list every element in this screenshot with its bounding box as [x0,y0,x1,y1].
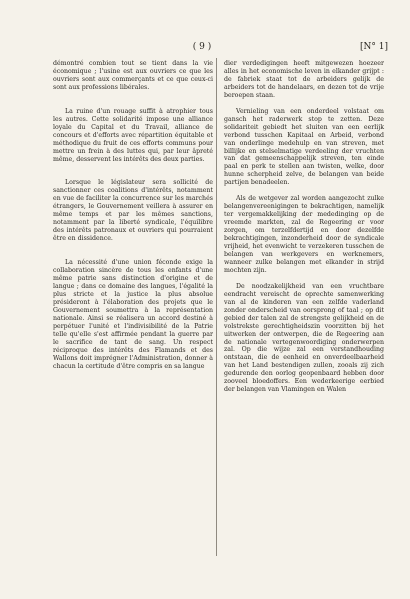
column-divider [216,58,217,556]
paragraph: Vernieling van een onderdeel volstaat om gansch het raderwerk stop te zetten. Deze solidariteit gebiedt het sluiten van een eerlijk verbond tusschen Kapitaal en Arbeid, verbond van onderlinge medehulp en van streven, met billijke en stelselmatige verdeeling der vruchten van dat gemeenschappelijk streven, ten einde paal en perk te stellen aan twisten, welke, door hunne scherpheid zelve, de belangen van beide partijen benadeelen. [224,107,384,187]
paragraph: démontré combien tout se tient dans la vie économique ; l'usine est aux ouvriers ce que les ouvriers sont aux commerçants et ce que ceux-ci sont aux professions libérales. [53,60,213,91]
paragraph: La ruine d'un rouage suffit à atrophier tous les autres. Cette solidarité impose une alliance loyale du Capital et du Travail, alliance de concours et d'efforts avec répartition équitable et méthodique du fruit de ces efforts communs pour mettre un frein à des luttes qui, par leur âpreté même, desservent les intérêts des deux parties. [53,107,213,163]
paragraph: Lorsque le législateur sera sollicité de sanctionner ces coalitions d'intérêts, notamment en vue de faciliter la concurrence sur les marchés étrangers, le Gouvernement veillera à assurer en même temps et par les mêmes sanctions, notamment par la liberté syndicale, l'équilibre des intérêts patronaux et ouvriers qui pourraient être en dissidence. [53,179,213,243]
issue-number: [N° 1] [360,42,388,52]
paragraph: Als de wetgever zal worden aangezocht zulke belangenvereenigingen te bekrachtigen, namelijk ter vergemakkelijking der mededinging op de vreemde markten, zal de Regeering er voor zorgen, om terzelfdertijd en door dezelfde bekrachtigingen, inzonderheid door de syndicale vrijheid, het evenwicht te verzekeren tusschen de belangen van werkgevers en werknemers, wanneer zulke belangen met elkander in strijd mochten zijn. [224,195,384,274]
paragraph: La nécessité d'une union féconde exige la collaboration sincère de tous les enfants d'une même patrie sans distinction d'origine et de langue ; dans ce domaine des langues, l'égalité la plus stricte et la justice la plus absolue présideront à l'élaboration des projets que le Gouvernement soumettra à la représentation nationale. Ainsi se réalisera un accord destiné à perpétuer l'unité et l'indivisibilité de la Patrie telle qu'elle s'est affirmée pendant la guerre par le sacrifice de tant de sang. Un respect réciproque des intérêts des Flamands et des Wallons doit imprégner l'Administration, donner à chacun la certitude d'être compris en sa langue [53,259,213,370]
page-header [0,40,410,54]
french-column [53,60,213,386]
paragraph: De noodzakelijkheid van een vruchtbare eendracht vereischt de oprechte samenwerking van al de kinderen van een zelfde vaderland zonder onderscheid van oorsprong of taal ; op dit gebied der talen zal de strengste gelijkheid en de volstrekste gerechtigheidszin voorzitten bij het uitwerken der ontwerpen, die de Regeering aan de nationale vertegenwoordiging onderwerpen zal. Op die wijze zal een verstandhouding ontstaan, die de eenheid en onverdeelbaarheid van het Land bestendigen zullen, zooals zij zich gedurende den oorlog geopenbaard hebben door zooveel bloedoffers. Een wederkeerige eerbied der belangen van Vlamingen en Walen [224,282,384,394]
dutch-column [224,60,384,402]
paragraph: dier verdedigingen heeft mitgewezen hoezeer alles in het economische leven in elkander grijpt : de fabriek staat tot de arbeiders gelijk de arbeiders tot de handelaars, en dezen tot de vrije beroepen staan. [224,60,384,99]
page-number: ( 9 ) [192,42,212,52]
